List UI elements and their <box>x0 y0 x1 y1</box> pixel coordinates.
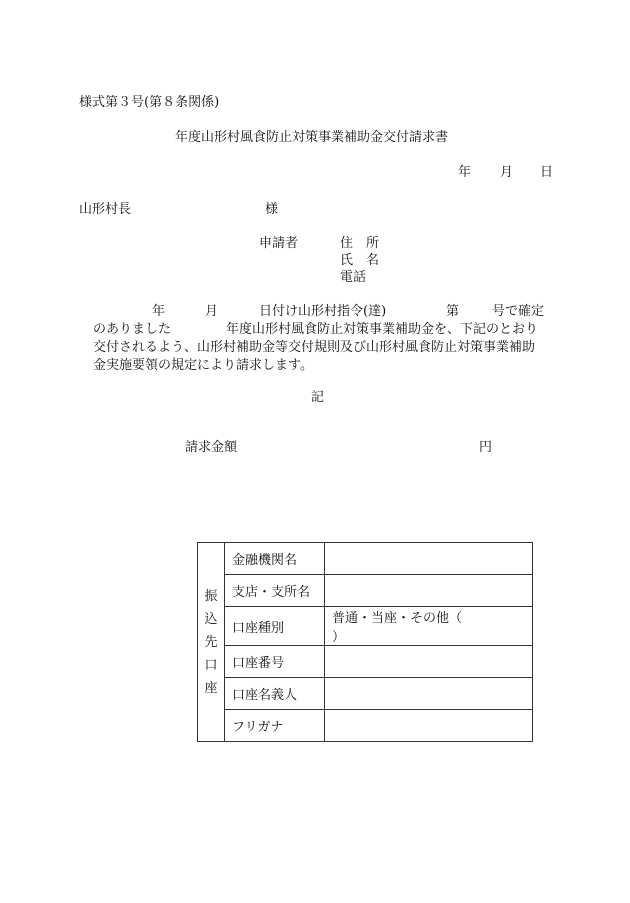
bank-account-table <box>197 542 533 742</box>
date-month: 月 <box>500 165 514 180</box>
applicant-address-label: 住 所 <box>340 236 380 251</box>
bank-side-label <box>198 543 225 742</box>
paragraph-line-2 <box>93 321 551 339</box>
amount-unit: 円 <box>479 440 493 455</box>
body-line2-rest: 年度山形村風食防止対策事業補助金を、下記のとおり <box>226 322 539 337</box>
table-row <box>198 678 533 710</box>
side-char: 先 <box>204 634 218 650</box>
account-holder-field[interactable] <box>325 678 533 710</box>
bank-name-field[interactable] <box>325 543 533 575</box>
branch-name-field[interactable] <box>325 575 533 607</box>
amount-label: 請求金額 <box>185 440 238 455</box>
table-row <box>198 710 533 742</box>
applicant-label: 申請者 <box>259 236 299 251</box>
addressee-name: 山形村長 <box>79 202 132 217</box>
side-char: 座 <box>204 680 218 696</box>
side-char: 振 <box>204 588 218 604</box>
side-char: 口 <box>204 657 218 673</box>
form-number: 様式第３号(第８条関係) <box>79 95 220 110</box>
date-day: 日 <box>540 165 554 180</box>
paragraph-line-3 <box>93 339 551 357</box>
date-year: 年 <box>458 165 472 180</box>
body-month: 月 <box>205 304 219 319</box>
account-number-label: 口座番号 <box>225 646 325 678</box>
account-type-close-paren: ） <box>332 630 346 645</box>
body-dai: 第 <box>446 304 460 319</box>
furigana-label: フリガナ <box>225 710 325 742</box>
side-char: 込 <box>204 611 218 627</box>
applicant-name-label: 氏 名 <box>340 253 380 268</box>
paragraph-line-4 <box>93 357 551 375</box>
table-row <box>198 607 533 646</box>
branch-name-label: 支店・支所名 <box>225 575 325 607</box>
bank-name-label: 金融機関名 <box>225 543 325 575</box>
applicant-phone-label: 電話 <box>340 270 367 285</box>
request-paragraph <box>93 303 551 375</box>
body-directive-text: 日付け山形村指令(達) <box>259 304 387 319</box>
table-row <box>198 543 533 575</box>
body-line2-start: のありました <box>93 322 172 337</box>
body-line3: 交付されるよう、山形村補助金等交付規則及び山形村風食防止対策事業補助 <box>93 340 536 355</box>
page-title: 年度山形村風食防止対策事業補助金交付請求書 <box>175 130 449 145</box>
account-number-field[interactable] <box>325 646 533 678</box>
table-row <box>198 646 533 678</box>
account-type-field[interactable] <box>325 607 533 646</box>
body-line4: 金実施要領の規定により請求します。 <box>93 358 313 373</box>
body-confirm-text: 号で確定 <box>492 304 545 319</box>
account-holder-label: 口座名義人 <box>225 678 325 710</box>
account-type-options: 普通・当座・その他（ <box>332 611 463 626</box>
paragraph-line-1 <box>93 303 551 321</box>
furigana-field[interactable] <box>325 710 533 742</box>
body-year: 年 <box>152 304 166 319</box>
ki-heading: 記 <box>311 390 325 405</box>
account-type-label: 口座種別 <box>225 607 325 646</box>
addressee-honorific: 様 <box>265 202 279 217</box>
table-row <box>198 575 533 607</box>
